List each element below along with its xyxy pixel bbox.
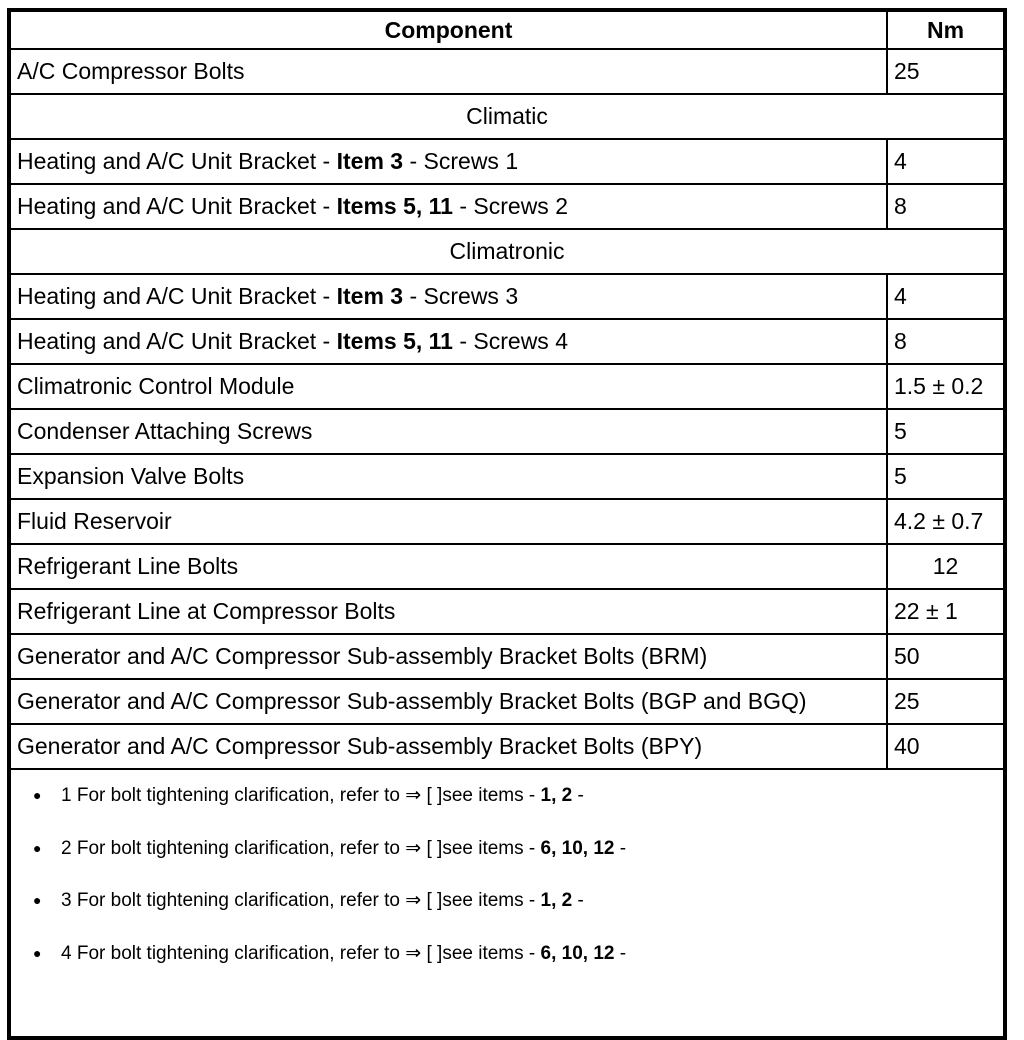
bold-text-segment: Items 5, 11 [336, 193, 453, 220]
text-segment: Heating and A/C Unit Bracket - [17, 193, 337, 220]
bold-text-segment: 6, 10, 12 [540, 943, 615, 965]
text-segment: 1 For bolt tightening clarification, refer to ⇒ [ ]see items - [61, 785, 541, 806]
component-cell [9, 274, 887, 319]
text-segment: 3 For bolt tightening clarification, refer to ⇒ [ ]see items - [61, 890, 541, 912]
text-segment: - [614, 943, 627, 965]
table-row [9, 49, 1005, 94]
text-segment: Refrigerant Line Bolts [17, 553, 239, 580]
footnotes-cell [9, 769, 1005, 1038]
torque-value-cell: 5 [887, 454, 1005, 499]
column-header-nm: Nm [887, 10, 1005, 49]
torque-value-cell: 25 [887, 49, 1005, 94]
bullet-icon: ● [33, 892, 42, 909]
table-row [9, 139, 1005, 184]
table-body [9, 49, 1005, 769]
bold-text-segment: 1, 2 [540, 785, 573, 806]
component-cell [9, 364, 887, 409]
table-row [9, 724, 1005, 769]
text-segment: Generator and A/C Compressor Sub-assembly Bracket Bolts (BRM) [17, 643, 708, 670]
section-row [9, 229, 1005, 274]
component-cell [9, 409, 887, 454]
footnote-item [33, 942, 993, 967]
text-segment: Fluid Reservoir [17, 508, 172, 535]
text-segment: - Screws 1 [403, 148, 519, 175]
text-segment: - [572, 785, 584, 806]
table-row [9, 544, 1005, 589]
torque-spec-table [7, 8, 1007, 1040]
footnote-text [61, 889, 584, 914]
text-segment: Condenser Attaching Screws [17, 418, 313, 445]
footnote-item [33, 784, 993, 809]
torque-value-cell: 12 [887, 544, 1005, 589]
torque-value-cell: 25 [887, 679, 1005, 724]
text-segment: 4 For bolt tightening clarification, refer to ⇒ [ ]see items - [61, 943, 541, 965]
component-cell [9, 454, 887, 499]
text-segment: - Screws 4 [452, 328, 568, 355]
table-row [9, 589, 1005, 634]
bold-text-segment: 1, 2 [540, 890, 573, 912]
table-row [9, 364, 1005, 409]
table-footer [9, 769, 1005, 1038]
text-segment: - [614, 837, 627, 859]
torque-value-cell: 50 [887, 634, 1005, 679]
text-segment: Expansion Valve Bolts [17, 463, 245, 490]
text-segment: - [572, 890, 584, 912]
torque-value-cell: 4.2 ± 0.7 [887, 499, 1005, 544]
component-cell [9, 679, 887, 724]
table-row [9, 499, 1005, 544]
text-segment: Refrigerant Line at Compressor Bolts [17, 598, 396, 625]
footnote-text [61, 942, 626, 967]
text-segment: - Screws 2 [452, 193, 568, 220]
torque-value-cell: 22 ± 1 [887, 589, 1005, 634]
table-row [9, 634, 1005, 679]
component-cell [9, 589, 887, 634]
text-segment: Generator and A/C Compressor Sub-assembly Bracket Bolts (BGP and BGQ) [17, 688, 807, 715]
section-row [9, 94, 1005, 139]
torque-value-cell: 4 [887, 139, 1005, 184]
component-cell [9, 49, 887, 94]
component-cell [9, 724, 887, 769]
bullet-icon: ● [33, 787, 42, 803]
bold-text-segment: Item 3 [336, 148, 404, 175]
torque-value-cell: 40 [887, 724, 1005, 769]
section-label: Climatronic [9, 229, 1005, 274]
table-row [9, 409, 1005, 454]
text-segment: Heating and A/C Unit Bracket - [17, 283, 337, 310]
torque-value-cell: 5 [887, 409, 1005, 454]
text-segment: 2 For bolt tightening clarification, refer to ⇒ [ ]see items - [61, 837, 541, 859]
torque-value-cell: 1.5 ± 0.2 [887, 364, 1005, 409]
text-segment: Heating and A/C Unit Bracket - [17, 148, 337, 175]
table-row [9, 679, 1005, 724]
component-cell [9, 499, 887, 544]
text-segment: A/C Compressor Bolts [17, 58, 245, 85]
torque-value-cell: 8 [887, 184, 1005, 229]
header-row [9, 10, 1005, 49]
component-cell [9, 634, 887, 679]
torque-value-cell: 8 [887, 319, 1005, 364]
footnote-item [33, 889, 993, 914]
table-row [9, 274, 1005, 319]
component-cell [9, 139, 887, 184]
footnote-text [61, 837, 626, 862]
section-label: Climatic [9, 94, 1005, 139]
table-row [9, 454, 1005, 499]
bullet-icon: ● [33, 839, 42, 856]
table-row [9, 319, 1005, 364]
table-row [9, 184, 1005, 229]
torque-value-cell: 4 [887, 274, 1005, 319]
component-cell [9, 319, 887, 364]
text-segment: Heating and A/C Unit Bracket - [17, 328, 337, 355]
text-segment: - Screws 3 [403, 283, 519, 310]
footnotes-row [9, 769, 1005, 1038]
footnote-text [61, 784, 584, 809]
bold-text-segment: Item 3 [336, 283, 404, 310]
component-cell [9, 184, 887, 229]
bold-text-segment: Items 5, 11 [336, 328, 453, 355]
component-cell [9, 544, 887, 589]
footnote-item [33, 837, 993, 862]
text-segment: Generator and A/C Compressor Sub-assembly Bracket Bolts (BPY) [17, 733, 703, 760]
text-segment: Climatronic Control Module [17, 373, 295, 400]
bullet-icon: ● [33, 945, 42, 962]
bold-text-segment: 6, 10, 12 [540, 837, 615, 859]
column-header-component: Component [9, 10, 887, 49]
